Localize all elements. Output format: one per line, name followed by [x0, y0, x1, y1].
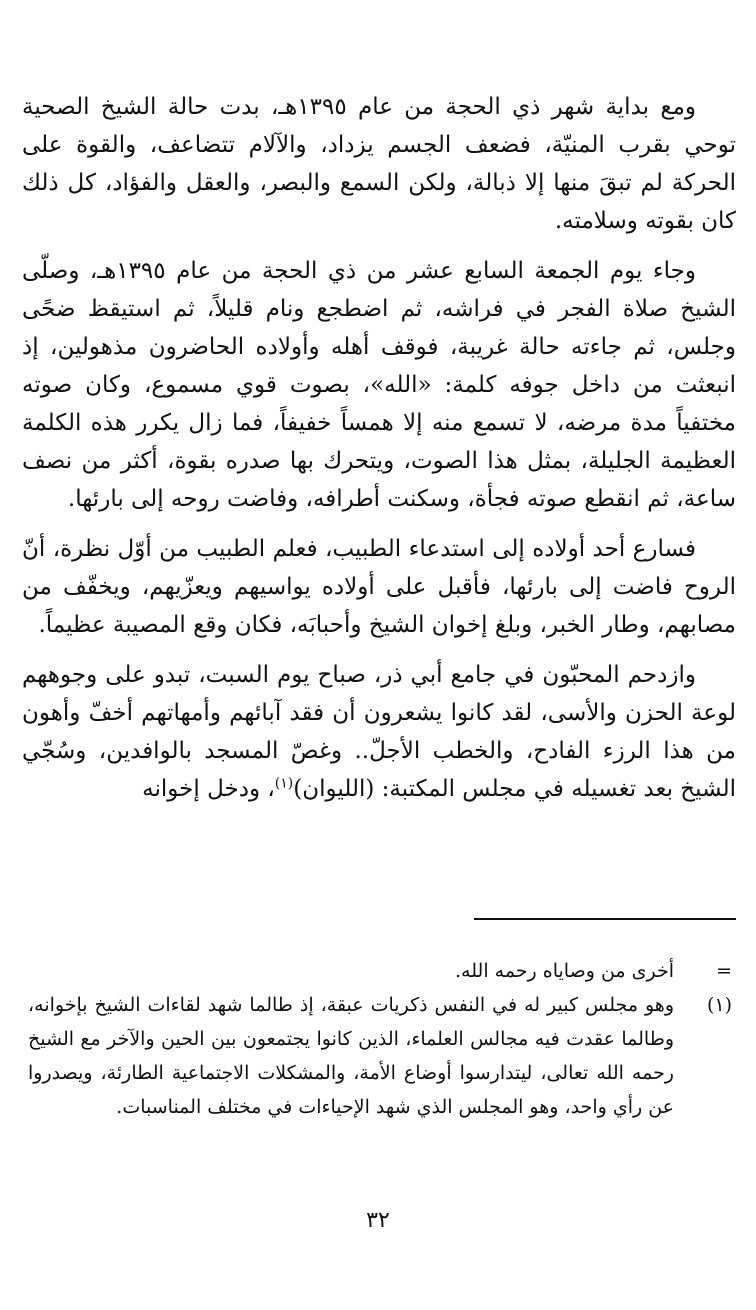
paragraph-death: وجاء يوم الجمعة السابع عشر من ذي الحجة من عام ١٣٩٥هـ، وصلّى الشيخ صلاة الفجر في فراشه، ثم اضطجع ونام قليلاً، ثم استيقظ ضحًى وجلس، ثم جاءته حالة غريبة، فوقف أهله وأولاده الحاضرون مذهولين، إذ انبعثت من داخل جوفه كلمة: «الله»، بصوت قوي مسموع، وكان صوته مختفياً مدة مرضه، لا تسمع منه إلا همساً خفيفاً، فما زال يكرر هذه الكلمة العظيمة الجليلة، بمثل هذا الصوت، ويتحرك بها صدره بقوة، أكثر من نصف ساعة، ثم انقطع صوته فجأة، وسكنت أطرافه، وفاضت روحه إلى بارئها. — [22, 258, 736, 512]
main-text — [22, 88, 736, 820]
footnote-divider — [474, 918, 736, 920]
page-number: ٣٢ — [366, 1208, 390, 1233]
paragraph-doctor: فسارع أحد أولاده إلى استدعاء الطبيب، فعلم الطبيب من أوّل نظرة، أنّ الروح فاضت إلى بارئها، فأقبل على أولاده يواسيهم ويعزّيهم، ويخفّف من مصابهم، وطار الخبر، وبلغ إخوان الشيخ وأحبابَه، فكان وقع المصيبة عظيماً. — [22, 536, 736, 638]
paragraph-mosque-text: وازدحم المحبّون في جامع أبي ذر، صباح يوم السبت، تبدو على وجوههم لوعة الحزن والأسى، لقد كانوا يشعرون أن فقد آبائهم وأمهاتهم أخفّ وأهون من هذا الرزء الفادح، والخطب الأجلّ.. وغصّ المسجد بالوافدين، وسُجّي الشيخ بعد تغسيله في مجلس المكتبة: (الليوان) — [22, 662, 736, 802]
footnote-mark: = — [716, 960, 732, 982]
footnote-continuation — [28, 954, 736, 988]
footnote-reference: (١) — [274, 775, 294, 792]
paragraph-illness: ومع بداية شهر ذي الحجة من عام ١٣٩٥هـ، بدت حالة الشيخ الصحية توحي بقرب المنيّة، فضعف الجسم يزداد، والآلام تتضاعف، والقوة على الحركة لم تبقَ منها إلا ذبالة، ولكن السمع والبصر، والعقل والفؤاد، كل ذلك كان بقوته وسلامته. — [22, 94, 736, 234]
footnote-text: وهو مجلس كبير له في النفس ذكريات عبقة، إذ طالما شهد لقاءات الشيخ بإخوانه، وطالما عقدت فيه مجالس العلماء، الذين كانوا يجتمعون بين الحين والآخر مع الشيخ رحمه الله تعالى، ليتدارسوا أوضاع الأمة، والمشكلات الاجتماعية الطارئة، ويصدروا عن رأي واحد، وهو المجلس الذي شهد الإحياءات في مختلف المناسبات. — [28, 994, 674, 1118]
footnote-text: أخرى من وصاياه رحمه الله. — [455, 960, 674, 982]
paragraph-mosque — [22, 656, 736, 808]
paragraph-mosque-continuation: ، ودخل إخوانه — [142, 776, 275, 802]
footnote-mark: (١) — [706, 994, 732, 1016]
footnotes-section — [28, 954, 736, 1124]
footnote-1 — [28, 988, 736, 1124]
